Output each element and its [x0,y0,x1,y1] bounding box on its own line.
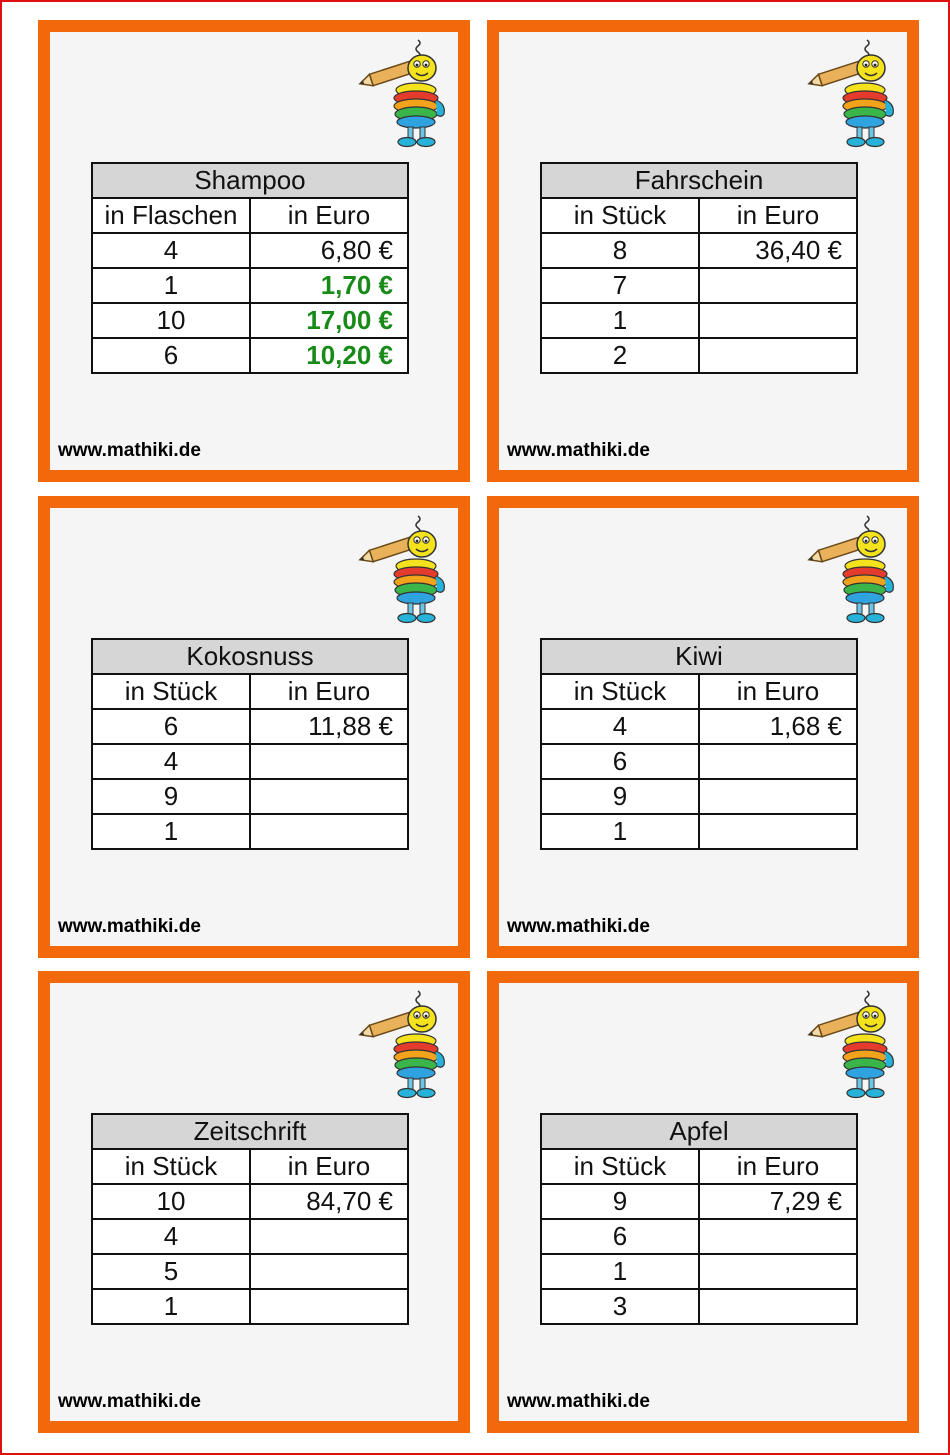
ratio-table [540,1113,858,1325]
column-header-price: in Euro [250,674,408,709]
column-header-price: in Euro [250,1149,408,1184]
footer-link[interactable]: www.mathiki.de [58,1391,201,1412]
column-header-quantity: in Stück [92,674,250,709]
table-row [92,303,408,338]
empty-price-cell[interactable] [699,779,857,814]
table-row [92,268,408,303]
table-row [541,744,857,779]
answer-price-cell: 10,20 € [250,338,408,373]
table-title: Shampoo [92,163,408,198]
quantity-cell: 4 [92,744,250,779]
price-cell: 6,80 € [250,233,408,268]
pencil-bee-mascot-icon [805,514,901,626]
table-row [541,233,857,268]
answer-price-cell: 17,00 € [250,303,408,338]
table-row [92,1254,408,1289]
table-title: Kokosnuss [92,639,408,674]
quantity-cell: 6 [541,744,699,779]
table-row [541,268,857,303]
column-header-price: in Euro [699,674,857,709]
price-cell: 7,29 € [699,1184,857,1219]
quantity-cell: 2 [541,338,699,373]
pencil-bee-mascot-icon [356,514,452,626]
empty-price-cell[interactable] [699,338,857,373]
card-kiwi [487,496,919,958]
empty-price-cell[interactable] [250,779,408,814]
column-header-price: in Euro [250,198,408,233]
column-header-quantity: in Stück [541,1149,699,1184]
quantity-cell: 5 [92,1254,250,1289]
quantity-cell: 6 [92,709,250,744]
quantity-cell: 1 [541,1254,699,1289]
column-header-price: in Euro [699,198,857,233]
empty-price-cell[interactable] [250,814,408,849]
empty-price-cell[interactable] [699,268,857,303]
card-zeitschrift [38,971,470,1433]
table-title: Fahrschein [541,163,857,198]
table-row [92,338,408,373]
quantity-cell: 4 [92,233,250,268]
quantity-cell: 1 [92,814,250,849]
price-cell: 84,70 € [250,1184,408,1219]
answer-price-cell: 1,70 € [250,268,408,303]
quantity-cell: 10 [92,303,250,338]
pencil-bee-mascot-icon [356,989,452,1101]
card-kokosnuss [38,496,470,958]
table-row [541,814,857,849]
empty-price-cell[interactable] [699,1219,857,1254]
table-row [541,709,857,744]
table-row [541,1289,857,1324]
footer-link[interactable]: www.mathiki.de [507,916,650,937]
column-header-quantity: in Stück [541,198,699,233]
quantity-cell: 6 [92,338,250,373]
quantity-cell: 6 [541,1219,699,1254]
empty-price-cell[interactable] [699,1254,857,1289]
ratio-table [91,162,409,374]
column-header-quantity: in Stück [92,1149,250,1184]
table-row [92,779,408,814]
pencil-bee-mascot-icon [356,38,452,150]
footer-link[interactable]: www.mathiki.de [58,916,201,937]
column-header-quantity: in Stück [541,674,699,709]
table-row [541,1184,857,1219]
footer-link[interactable]: www.mathiki.de [58,440,201,461]
table-row [541,303,857,338]
table-row [541,1254,857,1289]
ratio-table [540,638,858,850]
empty-price-cell[interactable] [699,744,857,779]
quantity-cell: 9 [541,1184,699,1219]
empty-price-cell[interactable] [699,1289,857,1324]
empty-price-cell[interactable] [250,1219,408,1254]
table-row [92,709,408,744]
ratio-table [91,1113,409,1325]
quantity-cell: 1 [541,303,699,338]
card-fahrschein [487,20,919,482]
quantity-cell: 4 [92,1219,250,1254]
ratio-table [91,638,409,850]
table-row [92,744,408,779]
quantity-cell: 8 [541,233,699,268]
quantity-cell: 9 [541,779,699,814]
price-cell: 1,68 € [699,709,857,744]
price-cell: 11,88 € [250,709,408,744]
column-header-quantity: in Flaschen [92,198,250,233]
pencil-bee-mascot-icon [805,38,901,150]
column-header-price: in Euro [699,1149,857,1184]
table-row [541,1219,857,1254]
table-row [92,233,408,268]
quantity-cell: 1 [92,1289,250,1324]
table-title: Kiwi [541,639,857,674]
table-title: Apfel [541,1114,857,1149]
empty-price-cell[interactable] [699,303,857,338]
empty-price-cell[interactable] [250,744,408,779]
footer-link[interactable]: www.mathiki.de [507,440,650,461]
empty-price-cell[interactable] [250,1254,408,1289]
card-apfel [487,971,919,1433]
footer-link[interactable]: www.mathiki.de [507,1391,650,1412]
pencil-bee-mascot-icon [805,989,901,1101]
table-row [541,779,857,814]
table-row [541,338,857,373]
table-row [92,1184,408,1219]
quantity-cell: 10 [92,1184,250,1219]
ratio-table [540,162,858,374]
table-row [92,1219,408,1254]
quantity-cell: 7 [541,268,699,303]
table-row [92,1289,408,1324]
table-row [92,814,408,849]
table-title: Zeitschrift [92,1114,408,1149]
quantity-cell: 9 [92,779,250,814]
quantity-cell: 1 [92,268,250,303]
quantity-cell: 4 [541,709,699,744]
empty-price-cell[interactable] [699,814,857,849]
price-cell: 36,40 € [699,233,857,268]
card-shampoo [38,20,470,482]
empty-price-cell[interactable] [250,1289,408,1324]
quantity-cell: 1 [541,814,699,849]
quantity-cell: 3 [541,1289,699,1324]
